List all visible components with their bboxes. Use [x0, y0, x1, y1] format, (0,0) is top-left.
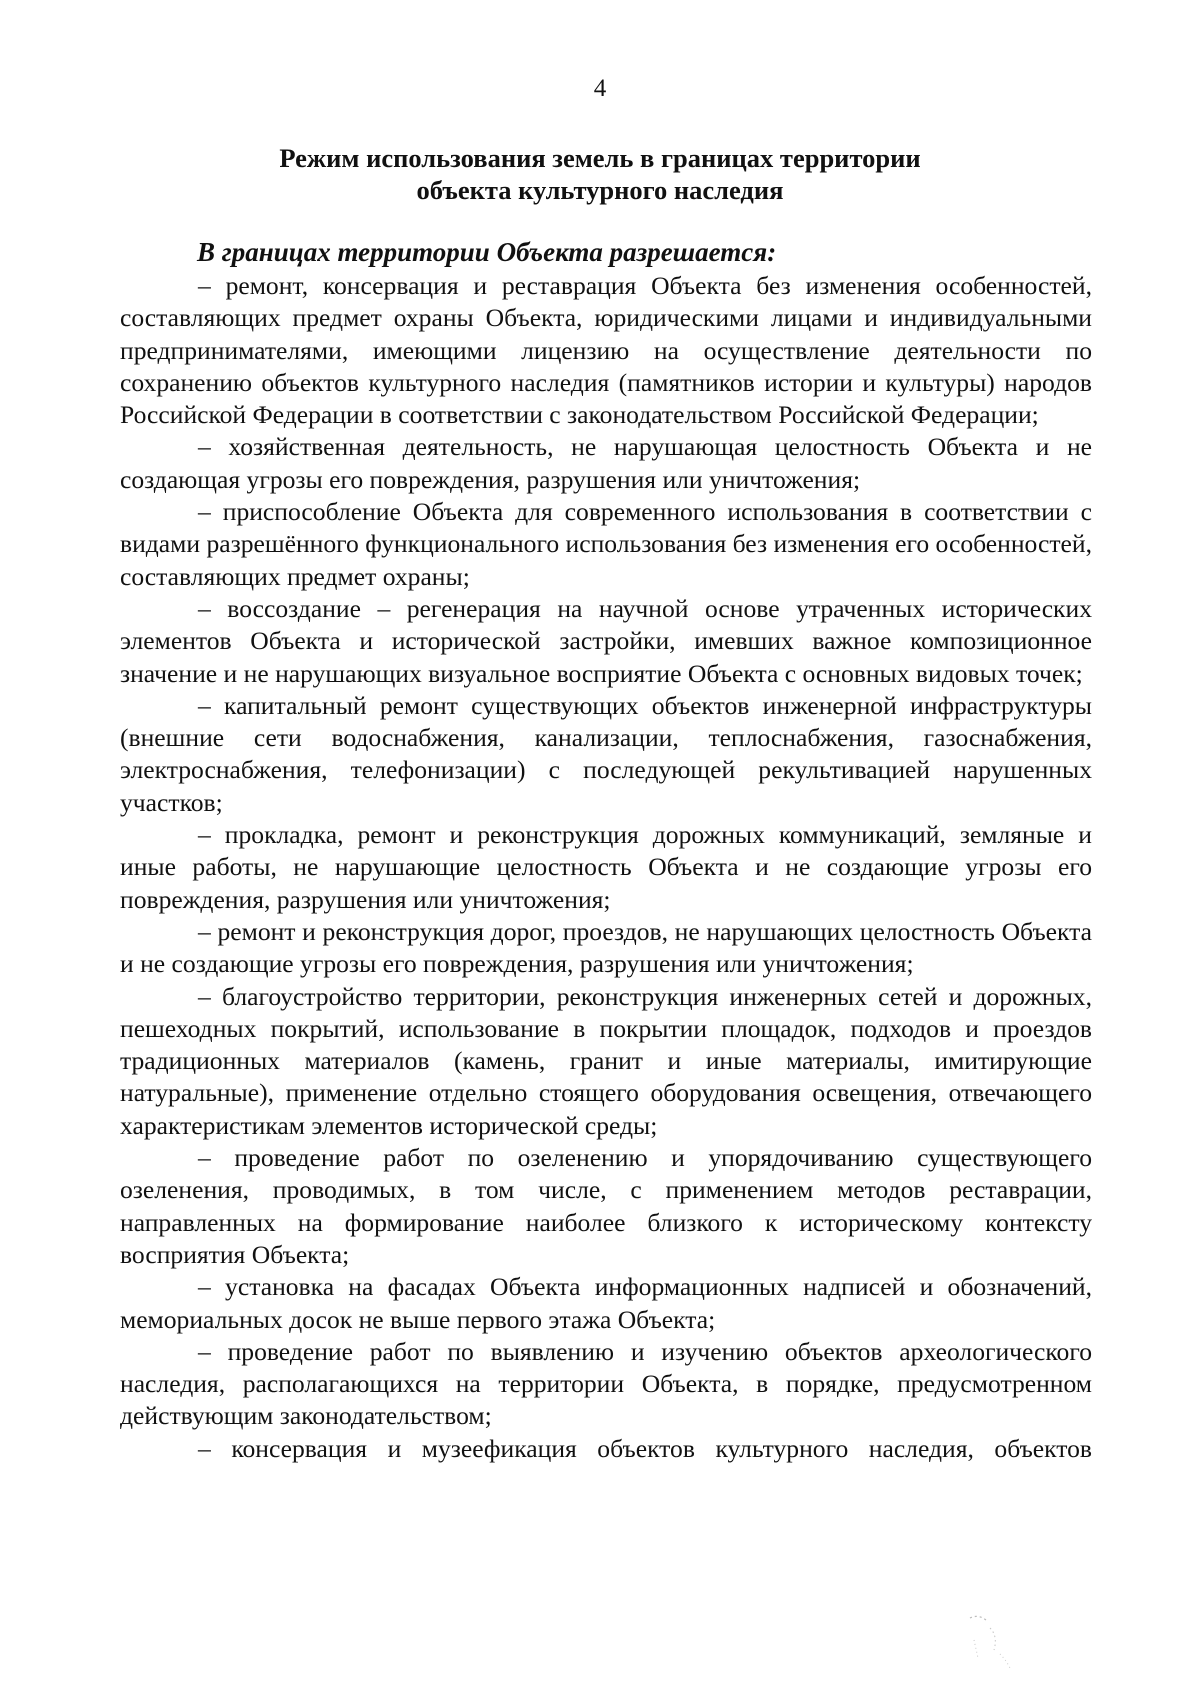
paragraph-8: – благоустройство территории, реконструкция инженерных сетей и дорожных, пешеходных покрытий, использование в покрытии площадок, подходов и проездов традиционных материалов (камень, гранит и иные материалы, имитирующие натуральные), применение отдельно стоящего оборудования освещения, отвечающего характеристикам элементов исторической среды; [120, 981, 1092, 1140]
paragraph-4: – воссоздание – регенерация на научной основе утраченных исторических элементов Объекта и исторической застройки, имевших важное композиционное значение и не нарушающих визуальное восприятие Объекта с основных видовых точек; [120, 593, 1092, 688]
paragraph-3: – приспособление Объекта для современного использования в соответствии с видами разрешённого функционального использования без изменения его особенностей, составляющих предмет охраны; [120, 497, 1092, 591]
section-title [160, 142, 1040, 206]
paragraph-2: – хозяйственная деятельность, не нарушающая целостность Объекта и не создающая угрозы его повреждения, разрушения или уничтожения; [120, 432, 1092, 494]
page-number: 4 [593, 75, 607, 102]
paragraph-11: – проведение работ по выявлению и изучению объектов археологического наследия, располагающихся на территории Объекта, в порядке, предусмотренном действующим законодательством; [120, 1336, 1092, 1431]
section-title-line-1: Режим использования земель в границах территории [279, 143, 921, 173]
body-text [120, 270, 1092, 1465]
scan-mark [960, 1610, 1020, 1670]
paragraph-9: – проведение работ по озеленению и упорядочиванию существующего озеленения, проводимых, в том числе, с применением методов реставрации, направленных на формирование наиболее близкого к историческому контексту восприятия Объекта; [120, 1143, 1092, 1269]
paragraph-10: – установка на фасадах Объекта информационных надписей и обозначений, мемориальных досок не выше первого этажа Объекта; [120, 1272, 1092, 1334]
section-subtitle: В границах территории Объекта разрешается: [197, 237, 777, 267]
paragraph-1: – ремонт, консервация и реставрация Объекта без изменения особенностей, составляющих предмет охраны Объекта, юридическими лицами и индивидуальными предпринимателями, имеющими лицензию на осуществление деятельности по сохранению объектов культурного наследия (памятников истории и культуры) народов Российской Федерации в соответствии с законодательством Российской Федерации; [120, 271, 1092, 430]
paragraph-6: – прокладка, ремонт и реконструкция дорожных коммуникаций, земляные и иные работы, не нарушающие целостность Объекта и не создающие угрозы его повреждения, разрушения или уничтожения; [120, 820, 1092, 914]
paragraph-5: – капитальный ремонт существующих объектов инженерной инфраструктуры (внешние сети водоснабжения, канализации, теплоснабжения, газоснабжения, электроснабжения, телефонизации) с последующей рекультивацией нарушенных участков; [120, 690, 1092, 817]
section-title-line-2: объекта культурного наследия [416, 175, 784, 205]
paragraph-7: – ремонт и реконструкция дорог, проездов, не нарушающих целостность Объекта и не создающие угрозы его повреждения, разрушения или уничтожения; [120, 916, 1092, 979]
paragraph-12: – консервация и музеефикация объектов культурного наследия, объектов [198, 1433, 1092, 1463]
